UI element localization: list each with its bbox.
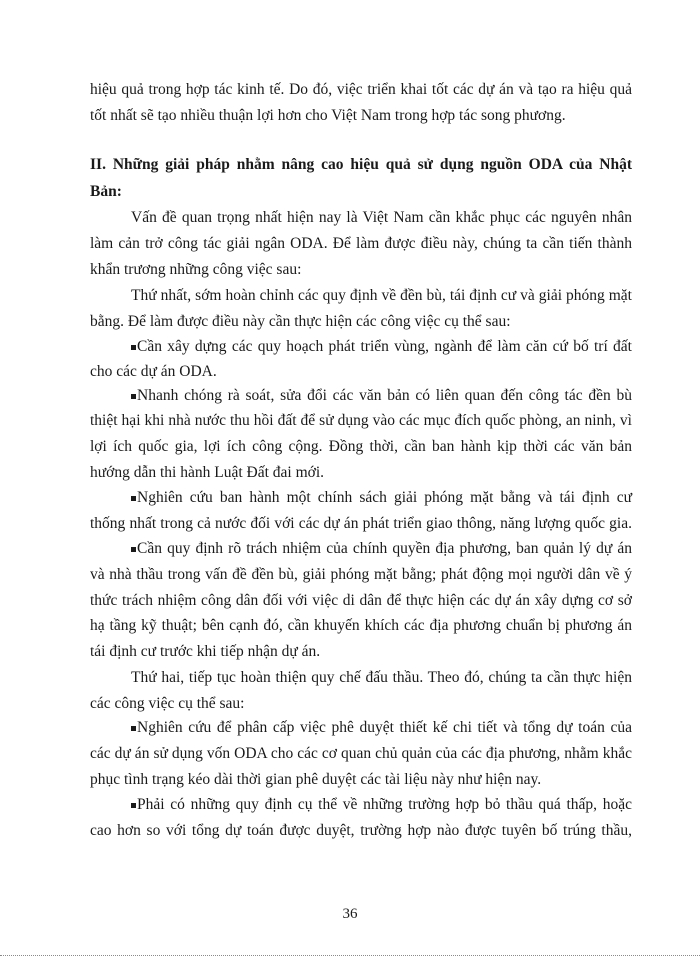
text-line: bằng. Để làm được điều này cần thực hiện các công việc cụ thể sau: [90,313,511,330]
text-line: phục tình trạng kéo dài thời gian phê duyệt các tài liệu này như hiện nay. [90,771,542,788]
text-line: cao hơn so với tổng dự toán được duyệt, trường hợp nào được tuyên bố trúng thầu, [90,822,632,839]
text-line: các dự án sử dụng vốn ODA cho các cơ quan chủ quản của các địa phương, nhằm khắc [90,745,632,762]
section-heading-continued: Bản: [90,183,122,200]
bullet-item-line: Nghiên cứu ban hành một chính sách giải phóng mặt bằng và tái định cư [137,489,632,506]
text-line: thống nhất trong cả nước đối với các dự án phát triển giao thông, năng lượng quốc gia. [90,515,632,532]
page-bottom-divider [0,955,700,956]
text-line: khẩn trương những công việc sau: [90,261,302,278]
text-line: hạ tầng kỹ thuật; bên cạnh đó, cần khuyến khích các địa phương chuẩn bị phương án [90,617,632,634]
page-number: 36 [342,906,358,922]
bullet-icon [131,496,136,501]
bullet-item-line: Cần xây dựng các quy hoạch phát triển vùng, ngành để làm căn cứ bố trí đất [137,338,632,355]
bullet-icon [131,726,136,731]
text-line: tốt nhất sẽ tạo nhiều thuận lợi hơn cho Việt Nam trong hợp tác song phương. [90,107,566,124]
bullet-item-line: Nhanh chóng rà soát, sửa đổi các văn bản có liên quan đến công tác đền bù [137,387,632,404]
text-line: tái định cư trước khi tiếp nhận dự án. [90,643,321,660]
text-line: hiệu quả trong hợp tác kinh tế. Do đó, việc triển khai tốt các dự án và tạo ra hiệu quả [90,81,632,98]
bullet-item-line: Phải có những quy định cụ thể về những trường hợp bỏ thầu quá thấp, hoặc [137,796,632,813]
bullet-item-line: Cần quy định rõ trách nhiệm của chính quyền địa phương, ban quản lý dự án [137,540,632,557]
text-line: thức trách nhiệm công dân đối với việc di dân để thực hiện các dự án xây dựng cơ sở [90,592,632,609]
text-line: hướng dẫn thi hành Luật Đất đai mới. [90,464,324,481]
bullet-icon [131,394,136,399]
text-line: Thứ nhất, sớm hoàn chỉnh các quy định về đền bù, tái định cư và giải phóng mặt [131,287,632,304]
bullet-icon [131,803,136,808]
text-line: làm cản trở công tác giải ngân ODA. Để làm được điều này, chúng ta cần tiến thành [90,235,632,252]
text-line: và nhà thầu trong vấn đề đền bù, giải phóng mặt bằng; phát động mọi người dân về ý [90,566,632,583]
text-line: thiệt hại khi nhà nước thu hồi đất để sử dụng vào các mục đích quốc phòng, an ninh, vì [90,412,632,429]
text-line: Vấn đề quan trọng nhất hiện nay là Việt Nam cần khắc phục các nguyên nhân [131,209,632,226]
text-line: các công việc cụ thể sau: [90,695,245,712]
text-line: Thứ hai, tiếp tục hoàn thiện quy chế đấu thầu. Theo đó, chúng ta cần thực hiện [131,669,632,686]
bullet-item-line: Nghiên cứu để phân cấp việc phê duyệt thiết kế chi tiết và tổng dự toán của [137,719,632,736]
text-line: lợi ích quốc gia, lợi ích công cộng. Đồng thời, cần ban hành kịp thời các văn bản [90,438,632,455]
section-heading: II. Những giải pháp nhằm nâng cao hiệu quả sử dụng nguồn ODA của Nhật [90,156,632,173]
bullet-icon [131,547,136,552]
text-line: cho các dự án ODA. [90,363,217,380]
bullet-icon [131,345,136,350]
